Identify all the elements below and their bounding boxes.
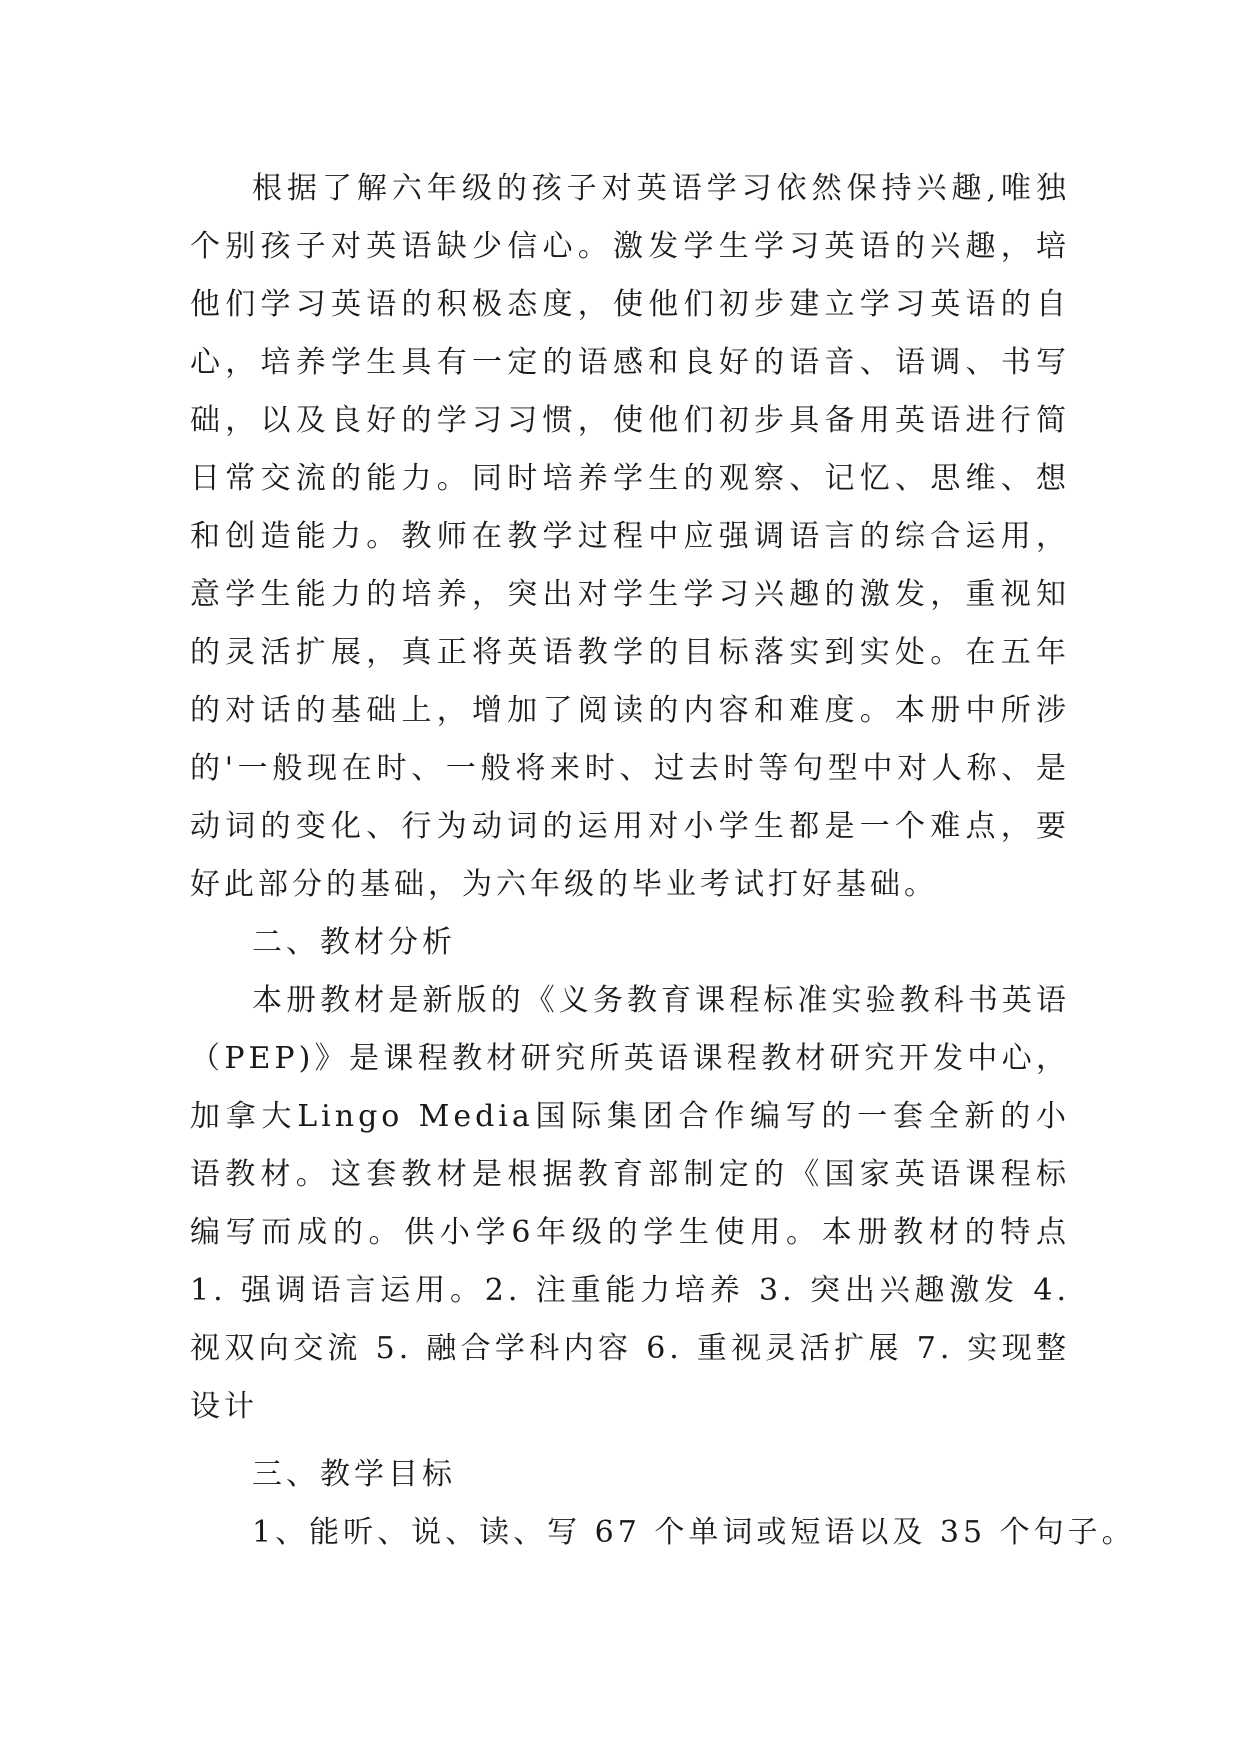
paragraph-line: 视双向交流 5. 融合学科内容 6. 重视灵活扩展 7. 实现整 <box>190 1331 1070 1366</box>
paragraph-line: 的对话的基础上，增加了阅读的内容和难度。本册中所涉 <box>190 693 1070 728</box>
paragraph-line: 个别孩子对英语缺少信心。激发学生学习英语的兴趣，培 <box>190 229 1070 264</box>
paragraph-line: 加拿大Lingo Media国际集团合作编写的一套全新的小 <box>190 1099 1070 1134</box>
objective-item: 1、能听、说、读、写 67 个单词或短语以及 35 个句子。 <box>252 1515 1136 1550</box>
paragraph-line: 1. 强调语言运用。2. 注重能力培养 3. 突出兴趣激发 4. <box>190 1273 1070 1308</box>
paragraph-line: 根据了解六年级的孩子对英语学习依然保持兴趣,唯独 <box>252 171 1070 206</box>
paragraph-line: （PEP)》是课程教材研究所英语课程教材研究开发中心， <box>190 1041 1070 1076</box>
section-heading: 二、教材分析 <box>252 925 456 960</box>
document-body <box>190 160 1136 1562</box>
paragraph-line: 和创造能力。教师在教学过程中应强调语言的综合运用， <box>190 519 1070 554</box>
paragraph-line: 心，培养学生具有一定的语感和良好的语音、语调、书写 <box>190 345 1070 380</box>
paragraph-line: 语教材。这套教材是根据教育部制定的《国家英语课程标 <box>190 1157 1070 1192</box>
paragraph-line: 设计 <box>190 1389 258 1424</box>
paragraph-line: 好此部分的基础，为六年级的毕业考试打好基础。 <box>190 867 938 902</box>
paragraph-line: 动词的变化、行为动词的运用对小学生都是一个难点，要 <box>190 809 1070 844</box>
section-heading: 三、教学目标 <box>252 1457 456 1492</box>
paragraph-line: 日常交流的能力。同时培养学生的观察、记忆、思维、想 <box>190 461 1070 496</box>
paragraph-line: 本册教材是新版的《义务教育课程标准实验教科书英语 <box>252 983 1070 1018</box>
paragraph-line: 编写而成的。供小学6年级的学生使用。本册教材的特点 <box>190 1215 1070 1250</box>
paragraph-line: 的灵活扩展，真正将英语教学的目标落实到实处。在五年 <box>190 635 1070 670</box>
paragraph-line: 的'一般现在时、一般将来时、过去时等句型中对人称、是 <box>190 751 1070 786</box>
paragraph-line: 础，以及良好的学习习惯，使他们初步具备用英语进行简 <box>190 403 1070 438</box>
paragraph-line: 意学生能力的培养，突出对学生学习兴趣的激发，重视知 <box>190 577 1070 612</box>
paragraph-line: 他们学习英语的积极态度，使他们初步建立学习英语的自 <box>190 287 1070 322</box>
